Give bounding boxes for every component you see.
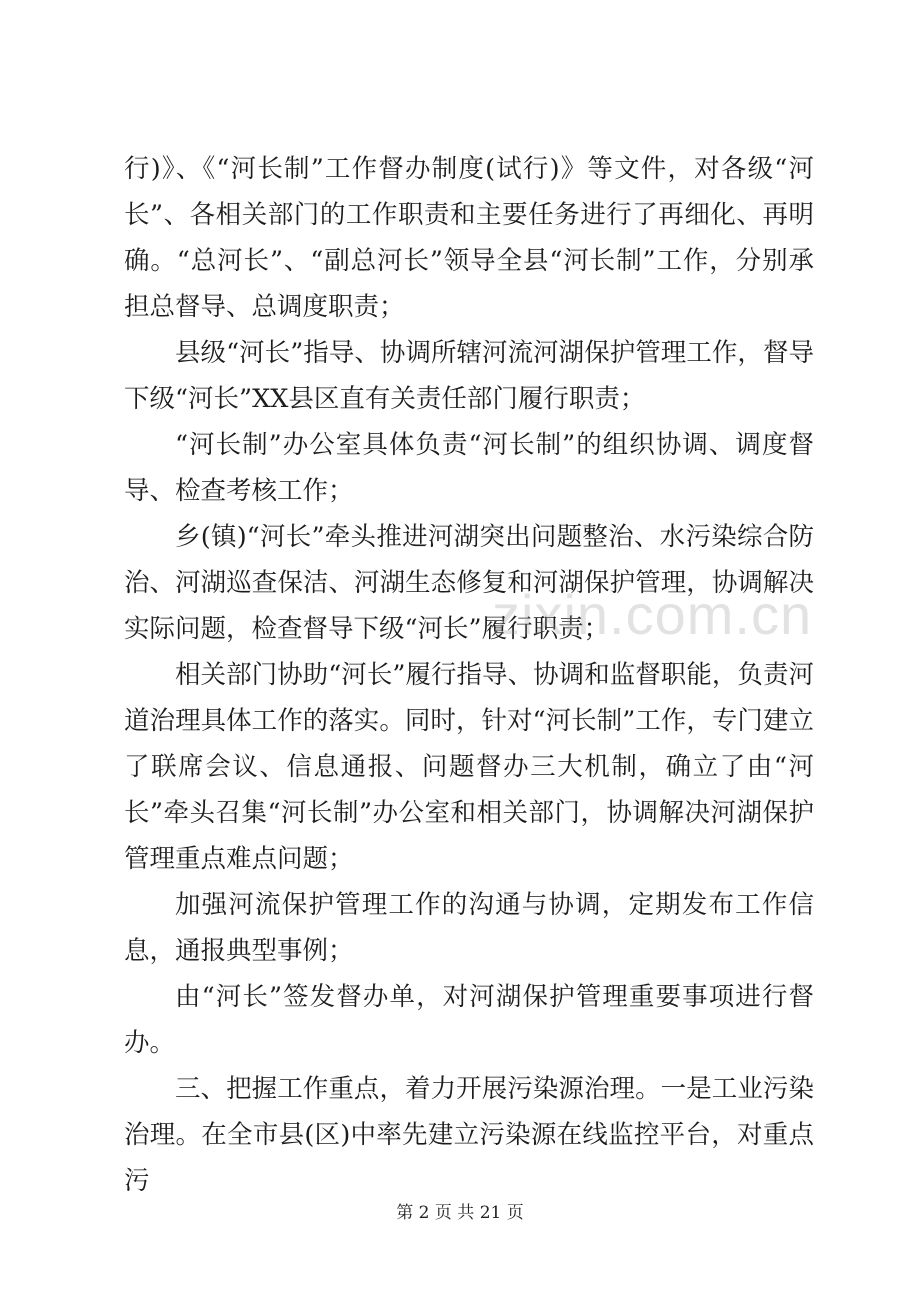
paragraph-related-departments: 相关部门协助“河长”履行指导、协调和监督职能，负责河道治理具体工作的落实。同时，针对“河长制”工作，专门建立了联席会议、信息通报、问题督办三大机制，确立了由“河长”牵头召集“河长制”办公室和相关部门，协调解决河湖保护管理重点难点问题；	[124, 660, 814, 874]
paragraph-township-river-chief: 乡(镇)“河长”牵头推进河湖突出问题整治、水污染综合防治、河湖巡查保洁、河湖生态修复和河湖保护管理，协调解决实际问题，检查督导下级“河长”履行职责；	[124, 522, 814, 644]
document-body	[124, 146, 814, 1204]
paragraph-county-river-chief: 县级“河长”指导、协调所辖河流河湖保护管理工作，督导下级“河长”XX县区直有关责任部门履行职责；	[124, 338, 814, 414]
paragraph-section-three: 三、把握工作重点，着力开展污染源治理。一是工业污染治理。在全市县(区)中率先建立污染源在线监控平台，对重点污	[124, 1074, 814, 1196]
watermark: zixin.com.cn	[492, 583, 813, 646]
paragraph-river-chief-office: “河长制”办公室具体负责“河长制”的组织协调、调度督导、检查考核工作；	[124, 430, 814, 506]
paragraph-communication: 加强河流保护管理工作的沟通与协调，定期发布工作信息，通报典型事例；	[124, 890, 814, 966]
paragraph-supervision-order: 由“河长”签发督办单，对河湖保护管理重要事项进行督办。	[124, 982, 814, 1058]
page-footer: 第 2 页 共 21 页	[396, 1203, 524, 1223]
paragraph-continuation: 行)》、《“河长制”工作督办制度(试行)》等文件，对各级“河长”、各相关部门的工作职责和主要任务进行了再细化、再明确。“总河长”、“副总河长”领导全县“河长制”工作，分别承担总督导、总调度职责；	[124, 154, 814, 322]
